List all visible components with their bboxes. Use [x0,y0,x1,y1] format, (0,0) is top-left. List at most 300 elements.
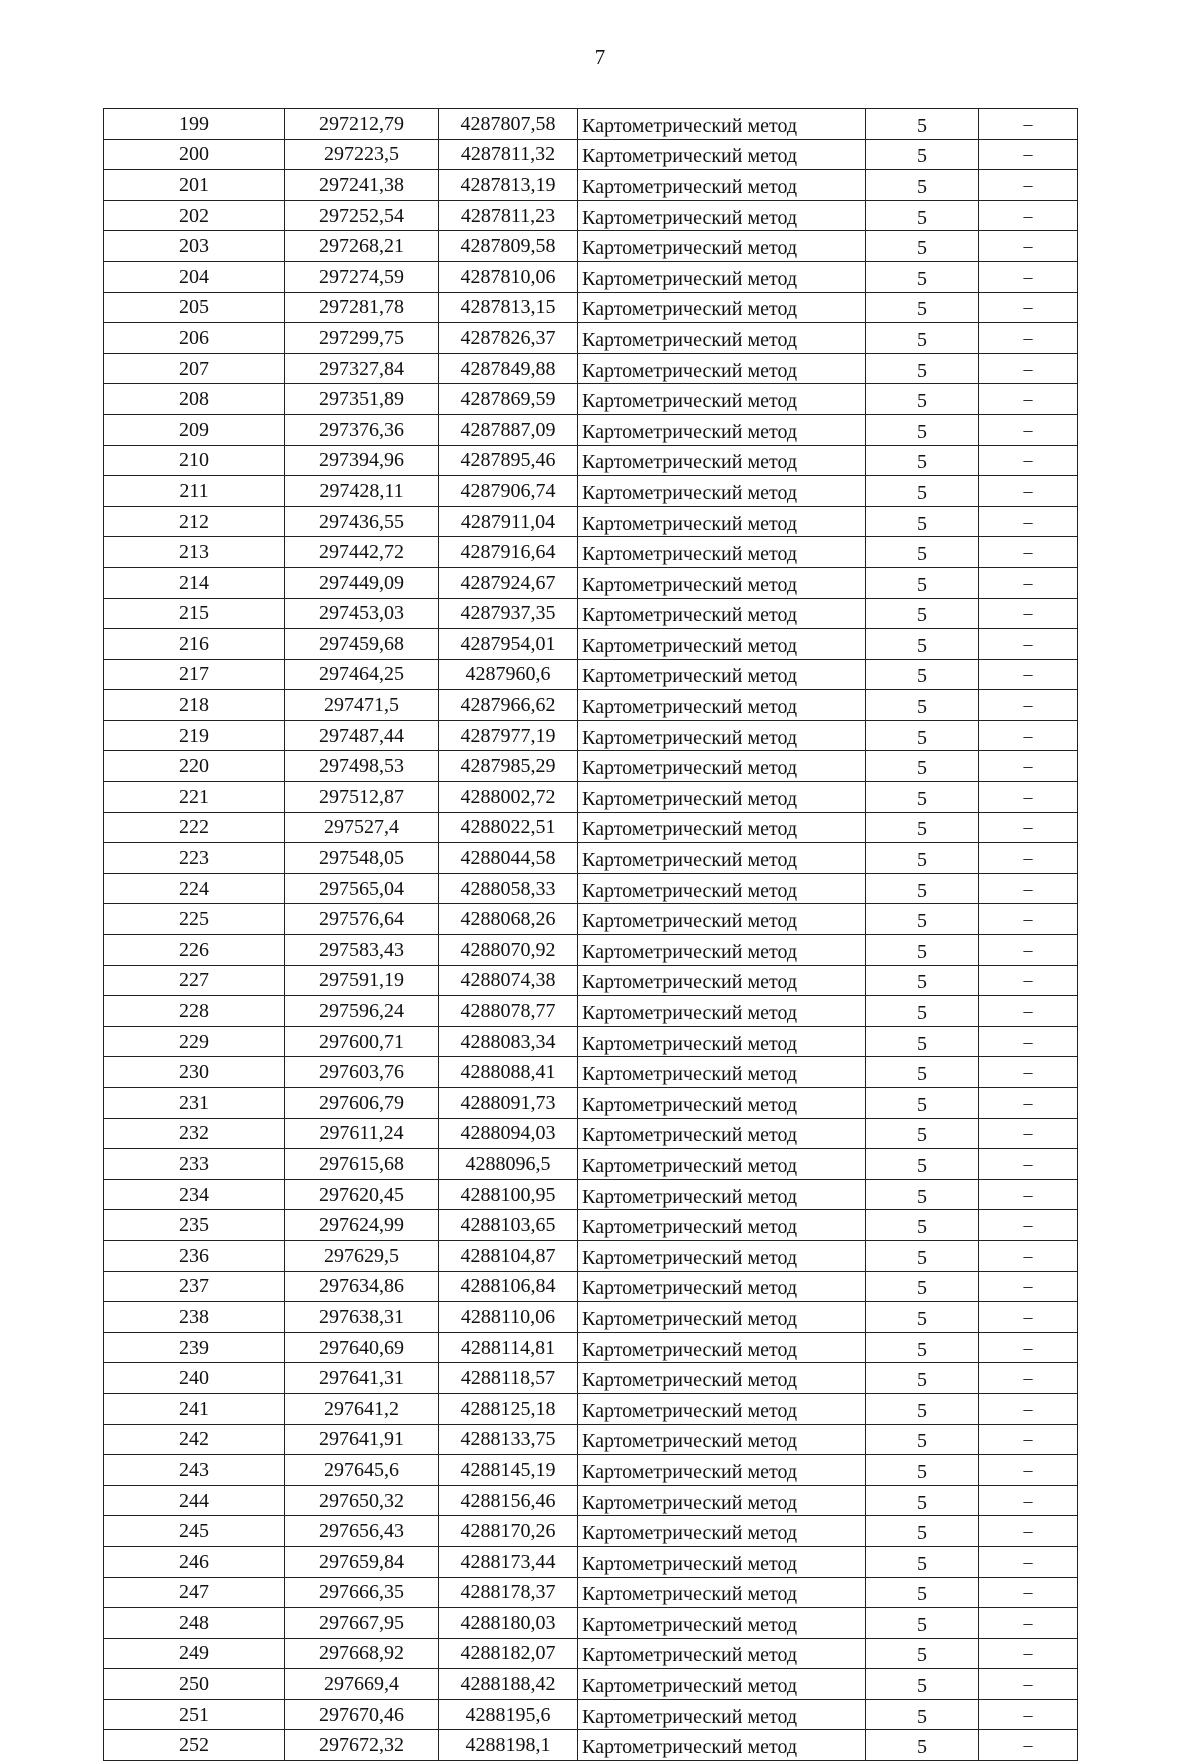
x-coordinate-cell: 297603,76 [285,1057,439,1088]
method-cell: Картометрический метод [578,200,866,231]
point-number-cell: 206 [104,323,285,354]
description-cell: – [979,1179,1078,1210]
y-coordinate-cell: 4288118,57 [439,1363,578,1394]
x-coordinate-cell: 297487,44 [285,720,439,751]
x-coordinate-cell: 297464,25 [285,659,439,690]
y-coordinate-cell: 4288133,75 [439,1424,578,1455]
table-row [104,139,1078,170]
page-number: 7 [594,45,606,69]
table-row [104,782,1078,813]
point-number-cell: 234 [104,1179,285,1210]
point-number-cell: 217 [104,659,285,690]
table-row [104,1516,1078,1547]
x-coordinate-cell: 297659,84 [285,1546,439,1577]
point-number-cell: 246 [104,1546,285,1577]
point-number-cell: 210 [104,445,285,476]
description-cell: – [979,200,1078,231]
point-number-cell: 221 [104,782,285,813]
point-number-cell: 245 [104,1516,285,1547]
x-coordinate-cell: 297498,53 [285,751,439,782]
x-coordinate-cell: 297615,68 [285,1149,439,1180]
table-row [104,1393,1078,1424]
accuracy-cell: 5 [866,1638,979,1669]
point-number-cell: 207 [104,353,285,384]
y-coordinate-cell: 4288106,84 [439,1271,578,1302]
x-coordinate-cell: 297351,89 [285,384,439,415]
x-coordinate-cell: 297471,5 [285,690,439,721]
accuracy-cell: 5 [866,506,979,537]
y-coordinate-cell: 4287937,35 [439,598,578,629]
method-cell: Картометрический метод [578,261,866,292]
method-cell: Картометрический метод [578,1424,866,1455]
accuracy-cell: 5 [866,1271,979,1302]
x-coordinate-cell: 297394,96 [285,445,439,476]
table-row [104,843,1078,874]
accuracy-cell: 5 [866,1608,979,1639]
point-number-cell: 200 [104,139,285,170]
description-cell: – [979,1393,1078,1424]
x-coordinate-cell: 297212,79 [285,109,439,140]
accuracy-cell: 5 [866,353,979,384]
table-row [104,1577,1078,1608]
table-row [104,812,1078,843]
accuracy-cell: 5 [866,1393,979,1424]
x-coordinate-cell: 297620,45 [285,1179,439,1210]
point-number-cell: 216 [104,629,285,660]
y-coordinate-cell: 4287811,23 [439,200,578,231]
method-cell: Картометрический метод [578,1485,866,1516]
y-coordinate-cell: 4288091,73 [439,1088,578,1119]
x-coordinate-cell: 297241,38 [285,170,439,201]
method-cell: Картометрический метод [578,384,866,415]
description-cell: – [979,1240,1078,1271]
point-number-cell: 240 [104,1363,285,1394]
point-number-cell: 226 [104,935,285,966]
method-cell: Картометрический метод [578,1118,866,1149]
description-cell: – [979,353,1078,384]
accuracy-cell: 5 [866,414,979,445]
x-coordinate-cell: 297641,91 [285,1424,439,1455]
description-cell: – [979,231,1078,262]
point-number-cell: 252 [104,1730,285,1761]
accuracy-cell: 5 [866,720,979,751]
method-cell: Картометрический метод [578,843,866,874]
point-number-cell: 250 [104,1669,285,1700]
table-row [104,1485,1078,1516]
table-row [104,200,1078,231]
accuracy-cell: 5 [866,1424,979,1455]
table-row [104,598,1078,629]
method-cell: Картометрический метод [578,720,866,751]
x-coordinate-cell: 297459,68 [285,629,439,660]
accuracy-cell: 5 [866,1302,979,1333]
method-cell: Картометрический метод [578,1577,866,1608]
method-cell: Картометрический метод [578,1179,866,1210]
description-cell: – [979,629,1078,660]
accuracy-cell: 5 [866,629,979,660]
method-cell: Картометрический метод [578,1669,866,1700]
method-cell: Картометрический метод [578,1240,866,1271]
accuracy-cell: 5 [866,935,979,966]
y-coordinate-cell: 4288022,51 [439,812,578,843]
table-row [104,629,1078,660]
y-coordinate-cell: 4288103,65 [439,1210,578,1241]
accuracy-cell: 5 [866,261,979,292]
x-coordinate-cell: 297281,78 [285,292,439,323]
method-cell: Картометрический метод [578,1057,866,1088]
x-coordinate-cell: 297666,35 [285,1577,439,1608]
y-coordinate-cell: 4288188,42 [439,1669,578,1700]
table-row [104,261,1078,292]
coordinates-table-body [104,109,1078,1761]
y-coordinate-cell: 4287966,62 [439,690,578,721]
description-cell: – [979,414,1078,445]
table-row [104,384,1078,415]
method-cell: Картометрический метод [578,323,866,354]
method-cell: Картометрический метод [578,1516,866,1547]
accuracy-cell: 5 [866,323,979,354]
y-coordinate-cell: 4288156,46 [439,1485,578,1516]
accuracy-cell: 5 [866,1149,979,1180]
y-coordinate-cell: 4287869,59 [439,384,578,415]
table-row [104,1669,1078,1700]
method-cell: Картометрический метод [578,353,866,384]
method-cell: Картометрический метод [578,1608,866,1639]
point-number-cell: 213 [104,537,285,568]
method-cell: Картометрический метод [578,1332,866,1363]
description-cell: – [979,476,1078,507]
point-number-cell: 241 [104,1393,285,1424]
x-coordinate-cell: 297640,69 [285,1332,439,1363]
method-cell: Картометрический метод [578,292,866,323]
description-cell: – [979,1516,1078,1547]
description-cell: – [979,1057,1078,1088]
table-row [104,1088,1078,1119]
method-cell: Картометрический метод [578,1393,866,1424]
accuracy-cell: 5 [866,1577,979,1608]
point-number-cell: 225 [104,904,285,935]
description-cell: – [979,720,1078,751]
x-coordinate-cell: 297611,24 [285,1118,439,1149]
x-coordinate-cell: 297641,2 [285,1393,439,1424]
table-row [104,965,1078,996]
description-cell: – [979,873,1078,904]
table-row [104,1730,1078,1761]
method-cell: Картометрический метод [578,170,866,201]
y-coordinate-cell: 4287924,67 [439,567,578,598]
y-coordinate-cell: 4288044,58 [439,843,578,874]
table-row [104,506,1078,537]
point-number-cell: 232 [104,1118,285,1149]
y-coordinate-cell: 4288074,38 [439,965,578,996]
y-coordinate-cell: 4288110,06 [439,1302,578,1333]
point-number-cell: 244 [104,1485,285,1516]
method-cell: Картометрический метод [578,1271,866,1302]
table-row [104,1363,1078,1394]
accuracy-cell: 5 [866,537,979,568]
description-cell: – [979,506,1078,537]
description-cell: – [979,445,1078,476]
accuracy-cell: 5 [866,1088,979,1119]
accuracy-cell: 5 [866,965,979,996]
description-cell: – [979,1026,1078,1057]
accuracy-cell: 5 [866,476,979,507]
table-row [104,414,1078,445]
table-row [104,231,1078,262]
y-coordinate-cell: 4287807,58 [439,109,578,140]
y-coordinate-cell: 4288114,81 [439,1332,578,1363]
description-cell: – [979,965,1078,996]
y-coordinate-cell: 4288058,33 [439,873,578,904]
method-cell: Картометрический метод [578,1699,866,1730]
accuracy-cell: 5 [866,1057,979,1088]
method-cell: Картометрический метод [578,965,866,996]
accuracy-cell: 5 [866,782,979,813]
point-number-cell: 235 [104,1210,285,1241]
point-number-cell: 223 [104,843,285,874]
description-cell: – [979,139,1078,170]
method-cell: Картометрический метод [578,1088,866,1119]
table-row [104,323,1078,354]
x-coordinate-cell: 297268,21 [285,231,439,262]
table-row [104,690,1078,721]
y-coordinate-cell: 4287895,46 [439,445,578,476]
x-coordinate-cell: 297667,95 [285,1608,439,1639]
y-coordinate-cell: 4288088,41 [439,1057,578,1088]
x-coordinate-cell: 297548,05 [285,843,439,874]
description-cell: – [979,1332,1078,1363]
x-coordinate-cell: 297453,03 [285,598,439,629]
y-coordinate-cell: 4288068,26 [439,904,578,935]
method-cell: Картометрический метод [578,782,866,813]
y-coordinate-cell: 4288198,1 [439,1730,578,1761]
table-row [104,873,1078,904]
x-coordinate-cell: 297274,59 [285,261,439,292]
accuracy-cell: 5 [866,751,979,782]
point-number-cell: 239 [104,1332,285,1363]
y-coordinate-cell: 4287954,01 [439,629,578,660]
y-coordinate-cell: 4288078,77 [439,996,578,1027]
method-cell: Картометрический метод [578,567,866,598]
point-number-cell: 237 [104,1271,285,1302]
table-row [104,1302,1078,1333]
point-number-cell: 231 [104,1088,285,1119]
table-row [104,659,1078,690]
x-coordinate-cell: 297591,19 [285,965,439,996]
description-cell: – [979,1638,1078,1669]
method-cell: Картометрический метод [578,1149,866,1180]
accuracy-cell: 5 [866,873,979,904]
x-coordinate-cell: 297327,84 [285,353,439,384]
description-cell: – [979,904,1078,935]
y-coordinate-cell: 4288145,19 [439,1455,578,1486]
point-number-cell: 201 [104,170,285,201]
y-coordinate-cell: 4287813,15 [439,292,578,323]
description-cell: – [979,1730,1078,1761]
point-number-cell: 220 [104,751,285,782]
description-cell: – [979,782,1078,813]
x-coordinate-cell: 297606,79 [285,1088,439,1119]
table-row [104,567,1078,598]
description-cell: – [979,261,1078,292]
y-coordinate-cell: 4287977,19 [439,720,578,751]
y-coordinate-cell: 4288096,5 [439,1149,578,1180]
accuracy-cell: 5 [866,690,979,721]
table-row [104,1026,1078,1057]
table-row [104,170,1078,201]
y-coordinate-cell: 4287906,74 [439,476,578,507]
method-cell: Картометрический метод [578,1730,866,1761]
point-number-cell: 238 [104,1302,285,1333]
point-number-cell: 211 [104,476,285,507]
table-row [104,720,1078,751]
y-coordinate-cell: 4287911,04 [439,506,578,537]
table-row [104,1210,1078,1241]
accuracy-cell: 5 [866,139,979,170]
accuracy-cell: 5 [866,812,979,843]
x-coordinate-cell: 297645,6 [285,1455,439,1486]
description-cell: – [979,1546,1078,1577]
point-number-cell: 242 [104,1424,285,1455]
table-row [104,1118,1078,1149]
method-cell: Картометрический метод [578,1026,866,1057]
accuracy-cell: 5 [866,109,979,140]
x-coordinate-cell: 297650,32 [285,1485,439,1516]
description-cell: – [979,1088,1078,1119]
table-row [104,1332,1078,1363]
table-row [104,1057,1078,1088]
method-cell: Картометрический метод [578,537,866,568]
description-cell: – [979,1118,1078,1149]
y-coordinate-cell: 4287809,58 [439,231,578,262]
y-coordinate-cell: 4288170,26 [439,1516,578,1547]
accuracy-cell: 5 [866,1210,979,1241]
description-cell: – [979,1577,1078,1608]
description-cell: – [979,1455,1078,1486]
accuracy-cell: 5 [866,1026,979,1057]
table-row [104,1271,1078,1302]
method-cell: Картометрический метод [578,476,866,507]
y-coordinate-cell: 4288094,03 [439,1118,578,1149]
x-coordinate-cell: 297442,72 [285,537,439,568]
description-cell: – [979,1699,1078,1730]
accuracy-cell: 5 [866,1699,979,1730]
description-cell: – [979,1363,1078,1394]
y-coordinate-cell: 4288173,44 [439,1546,578,1577]
table-row [104,751,1078,782]
description-cell: – [979,1271,1078,1302]
y-coordinate-cell: 4287985,29 [439,751,578,782]
description-cell: – [979,1149,1078,1180]
point-number-cell: 233 [104,1149,285,1180]
description-cell: – [979,843,1078,874]
x-coordinate-cell: 297576,64 [285,904,439,935]
y-coordinate-cell: 4288070,92 [439,935,578,966]
y-coordinate-cell: 4288178,37 [439,1577,578,1608]
description-cell: – [979,292,1078,323]
accuracy-cell: 5 [866,1516,979,1547]
description-cell: – [979,537,1078,568]
description-cell: – [979,659,1078,690]
accuracy-cell: 5 [866,384,979,415]
point-number-cell: 209 [104,414,285,445]
table-row [104,1424,1078,1455]
point-number-cell: 227 [104,965,285,996]
point-number-cell: 222 [104,812,285,843]
x-coordinate-cell: 297583,43 [285,935,439,966]
point-number-cell: 199 [104,109,285,140]
accuracy-cell: 5 [866,1730,979,1761]
point-number-cell: 229 [104,1026,285,1057]
table-row [104,1546,1078,1577]
x-coordinate-cell: 297656,43 [285,1516,439,1547]
point-number-cell: 202 [104,200,285,231]
coordinates-table [103,108,1078,1761]
accuracy-cell: 5 [866,843,979,874]
table-row [104,1608,1078,1639]
method-cell: Картометрический метод [578,506,866,537]
description-cell: – [979,1210,1078,1241]
table-row [104,1455,1078,1486]
x-coordinate-cell: 297223,5 [285,139,439,170]
method-cell: Картометрический метод [578,873,866,904]
accuracy-cell: 5 [866,1363,979,1394]
point-number-cell: 236 [104,1240,285,1271]
method-cell: Картометрический метод [578,751,866,782]
table-row [104,537,1078,568]
table-row [104,935,1078,966]
table-row [104,1638,1078,1669]
x-coordinate-cell: 297669,4 [285,1669,439,1700]
accuracy-cell: 5 [866,1485,979,1516]
accuracy-cell: 5 [866,200,979,231]
method-cell: Картометрический метод [578,935,866,966]
accuracy-cell: 5 [866,996,979,1027]
point-number-cell: 212 [104,506,285,537]
point-number-cell: 215 [104,598,285,629]
x-coordinate-cell: 297641,31 [285,1363,439,1394]
table-row [104,445,1078,476]
point-number-cell: 208 [104,384,285,415]
point-number-cell: 219 [104,720,285,751]
table-row [104,1179,1078,1210]
x-coordinate-cell: 297428,11 [285,476,439,507]
method-cell: Картометрический метод [578,1302,866,1333]
method-cell: Картометрический метод [578,139,866,170]
table-row [104,476,1078,507]
method-cell: Картометрический метод [578,904,866,935]
y-coordinate-cell: 4287849,88 [439,353,578,384]
x-coordinate-cell: 297672,32 [285,1730,439,1761]
method-cell: Картометрический метод [578,1363,866,1394]
description-cell: – [979,567,1078,598]
x-coordinate-cell: 297634,86 [285,1271,439,1302]
x-coordinate-cell: 297600,71 [285,1026,439,1057]
x-coordinate-cell: 297670,46 [285,1699,439,1730]
x-coordinate-cell: 297376,36 [285,414,439,445]
y-coordinate-cell: 4287810,06 [439,261,578,292]
accuracy-cell: 5 [866,231,979,262]
y-coordinate-cell: 4288125,18 [439,1393,578,1424]
table-row [104,904,1078,935]
y-coordinate-cell: 4287826,37 [439,323,578,354]
y-coordinate-cell: 4288180,03 [439,1608,578,1639]
x-coordinate-cell: 297565,04 [285,873,439,904]
table-row [104,353,1078,384]
point-number-cell: 249 [104,1638,285,1669]
x-coordinate-cell: 297252,54 [285,200,439,231]
accuracy-cell: 5 [866,1669,979,1700]
